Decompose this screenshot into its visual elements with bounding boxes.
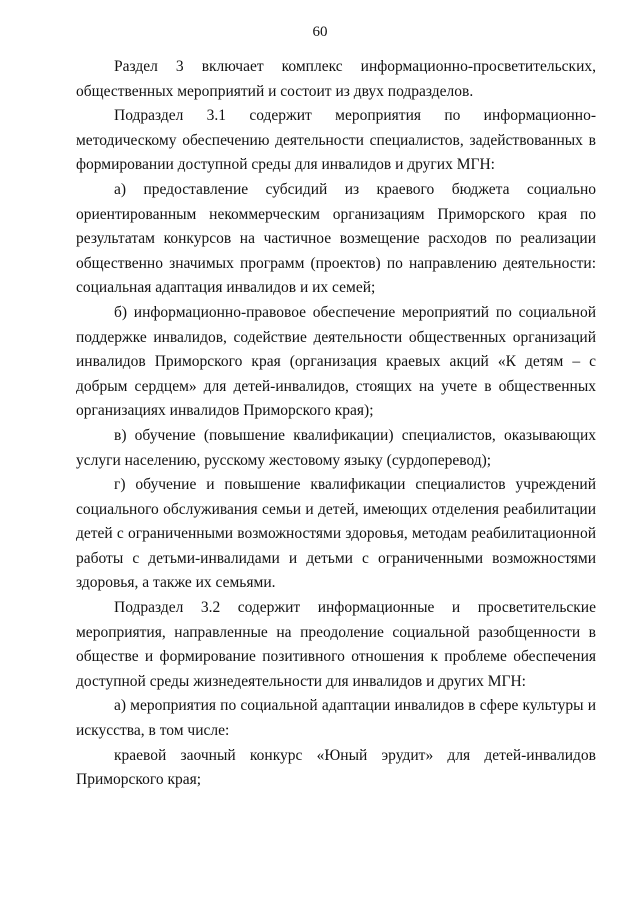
paragraph-item-g-training: г) обучение и повышение квалификации специалистов учреждений социального обслуживания семьи и детей, имеющих отделения реабилитации детей с ограниченными возможностями здоровья, методам реабилитационной работы с детьми-инвалидами и детьми с ограниченными возможностями здоровья, а также их семьями.	[76, 476, 596, 592]
paragraph-subsection-3-2: Подраздел 3.2 содержит информационные и просветительские мероприятия, направленные на преодоление социальной разобщенности в обществе и формирование позитивного отношения к проблеме обеспечения доступной среды жизнедеятельности для инвалидов и других МГН:	[76, 599, 596, 690]
paragraph-subsection-3-1: Подраздел 3.1 содержит мероприятия по информационно-методическому обеспечению деятельности специалистов, задействованных в формировании доступной среды для инвалидов и других МГН:	[76, 107, 596, 174]
paragraph-item-a-subsidies: а) предоставление субсидий из краевого бюджета социально ориентированным некоммерческим организациям Приморского края по результатам конкурсов на частичное возмещение расходов по реализации общественно значимых программ (проектов) по направлению деятельности: социальная адаптация инвалидов и их семей;	[76, 180, 596, 297]
paragraph-contest-young-erudite: краевой заочный конкурс «Юный эрудит» для детей-инвалидов Приморского края;	[76, 746, 596, 789]
paragraph-item-v-sign-language: в) обучение (повышение квалификации) специалистов, оказывающих услуги населению, русскому жестовому языку (сурдоперевод);	[76, 426, 596, 469]
paragraph-item-b-legal-support: б) информационно-правовое обеспечение мероприятий по социальной поддержке инвалидов, содействие деятельности общественных организаций инвалидов Приморского края (организация краевых акций «К детям – с добрым сердцем» для детей-инвалидов, стоящих на учете в общественных организациях инвалидов Приморского края);	[76, 303, 596, 420]
page-number: 60	[312, 24, 328, 40]
document-body	[76, 55, 596, 793]
paragraph-item-a-culture: а) мероприятия по социальной адаптации инвалидов в сфере культуры и искусства, в том числе:	[76, 697, 596, 740]
paragraph-section-3-intro: Раздел 3 включает комплекс информационно-просветительских, общественных мероприятий и состоит из двух подразделов.	[76, 58, 596, 100]
